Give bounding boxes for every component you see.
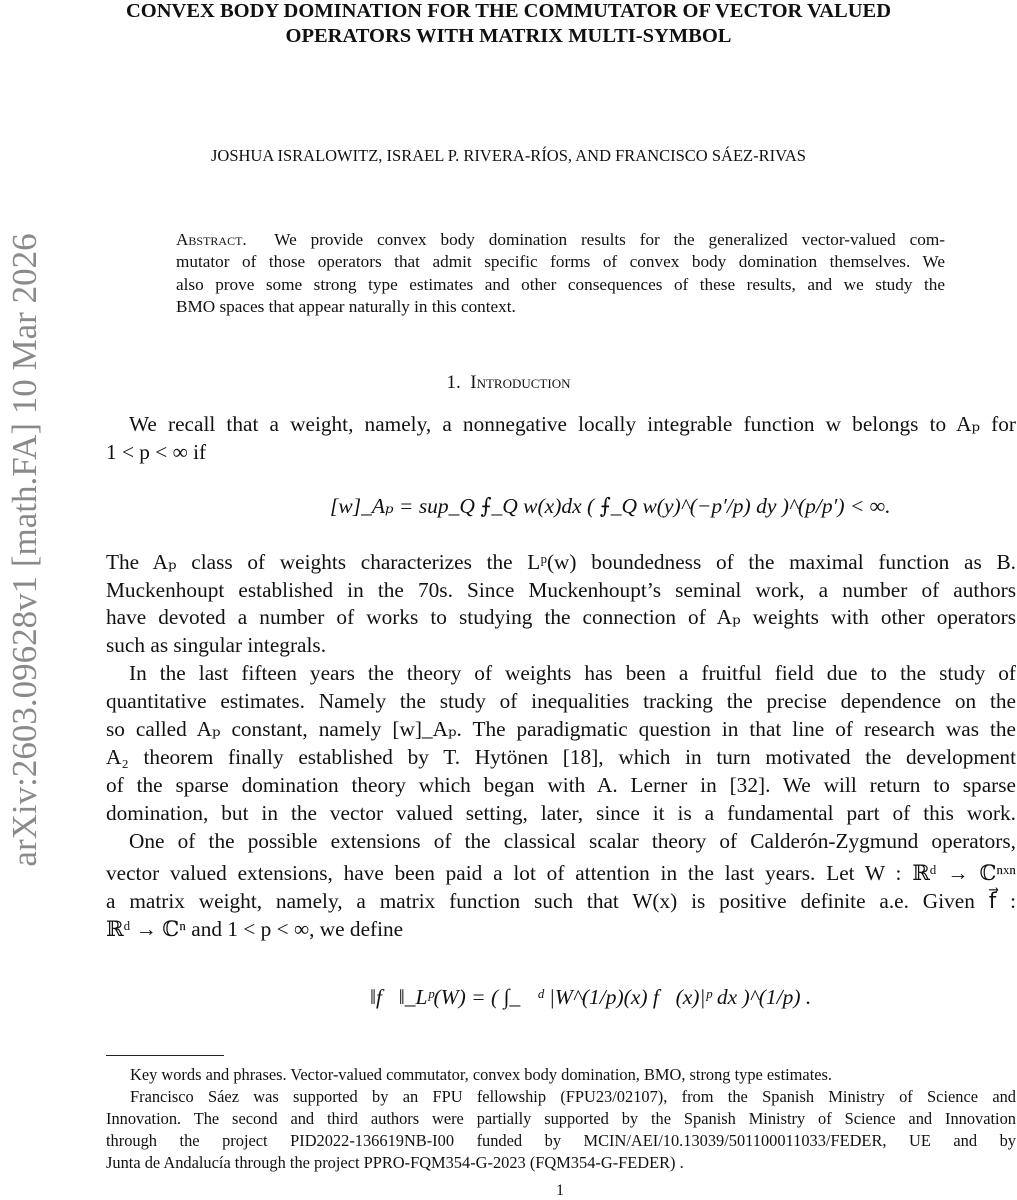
abstract-line: also prove some strong type estimates and other consequences of these results, and we study the: [176, 275, 945, 294]
abstract-line: mutator of those operators that admit specific forms of convex body domination themselves. We: [176, 252, 945, 271]
footnote-line: Junta de Andalucía through the project PPRO-FQM354-G-2023 (FQM354-G-FEDER) .: [106, 1153, 684, 1172]
paragraph-line: vector valued extensions, have been paid a lot of attention in the last years. Let W : ℝᵈ → ℂⁿˣⁿ: [106, 861, 1016, 885]
abstract-label: Abstract.: [176, 230, 247, 249]
paragraph-line: have devoted a number of works to studying the connection of Aₚ weights with other operators: [106, 605, 1016, 629]
paragraph-line: so called Aₚ constant, namely [w]_Aₚ. The paradigmatic question in that line of research was the: [106, 717, 1016, 741]
paper-title-line-2: OPERATORS WITH MATRIX MULTI-SYMBOL: [285, 25, 732, 47]
arxiv-stamp: arXiv:2603.09628v1 [math.FA] 10 Mar 2026: [5, 233, 44, 867]
paragraph-line: quantitative estimates. Namely the study of inequalities tracking the precise dependence on the: [106, 689, 1016, 713]
paragraph-line[interactable]: of the sparse domination theory which began with A. Lerner in [32]. We will return to sparse: [106, 773, 1016, 797]
paragraph-line: such as singular integrals.: [106, 633, 327, 657]
footnote-rule: [106, 1055, 224, 1056]
paragraph-line: a matrix weight, namely, a matrix function such that W(x) is positive definite a.e. Given f⃗ :: [106, 889, 1016, 913]
paragraph-line: One of the possible extensions of the classical scalar theory of Calderón-Zygmund operators,: [129, 829, 1016, 853]
paragraph-line[interactable]: A₂ theorem finally established by T. Hytönen [18], which in turn motivated the development: [106, 745, 1016, 769]
section-heading: 1. Introduction: [446, 372, 571, 393]
footnote-line: through the project PID2022-136619NB-I00 funded by MCIN/AEI/10.13039/501100011033/FEDER, UE and by: [106, 1131, 1016, 1150]
paragraph-line: domination, but in the vector valued setting, later, since it is a fundamental part of this work.: [106, 801, 1016, 825]
footnote-line: Francisco Sáez was supported by an FPU fellowship (FPU23/02107), from the Spanish Ministry of Science and: [130, 1087, 1016, 1106]
paragraph-line: The Aₚ class of weights characterizes the Lᵖ(w) boundedness of the maximal function as B.: [106, 550, 1016, 574]
paper-title-line-1: CONVEX BODY DOMINATION FOR THE COMMUTATOR OF VECTOR VALUED: [125, 0, 892, 22]
paragraph-line: ℝᵈ → ℂⁿ and 1 < p < ∞, we define: [106, 917, 404, 941]
page-number: 1: [556, 1182, 564, 1199]
paragraph-line: Muckenhoupt established in the 70s. Since Muckenhoupt’s seminal work, a number of authors: [106, 578, 1016, 602]
equation-lp-norm: ‖f⃗‖_Lᵖ(W) = ( ∫_ℝᵈ |W^(1/p)(x) f⃗(x)|ᵖ dx )^(1/p) .: [370, 985, 812, 1009]
authors: JOSHUA ISRALOWITZ, ISRAEL P. RIVERA-RÍOS, AND FRANCISCO SÁEZ-RIVAS: [211, 146, 806, 165]
footnote-keywords: Key words and phrases. Vector-valued commutator, convex body domination, BMO, strong type estimates.: [130, 1065, 833, 1084]
paragraph-line: We recall that a weight, namely, a nonnegative locally integrable function w belongs to Aₚ for: [129, 412, 1016, 436]
equation-ap-constant: [w]_Aₚ = sup_Q ⨍_Q w(x)dx ( ⨍_Q w(y)^(−p′/p) dy )^(p/p′) < ∞.: [330, 494, 891, 518]
abstract-line: BMO spaces that appear naturally in this context.: [176, 297, 516, 316]
paragraph-line: 1 < p < ∞ if: [106, 440, 207, 464]
footnote-line: Innovation. The second and third authors were partially supported by the Spanish Ministry of Science and Innovation: [106, 1109, 1016, 1128]
abstract-line: We provide convex body domination results for the generalized vector-valued com-: [274, 230, 945, 249]
paragraph-line: In the last fifteen years the theory of weights has been a fruitful field due to the study of: [129, 661, 1016, 685]
